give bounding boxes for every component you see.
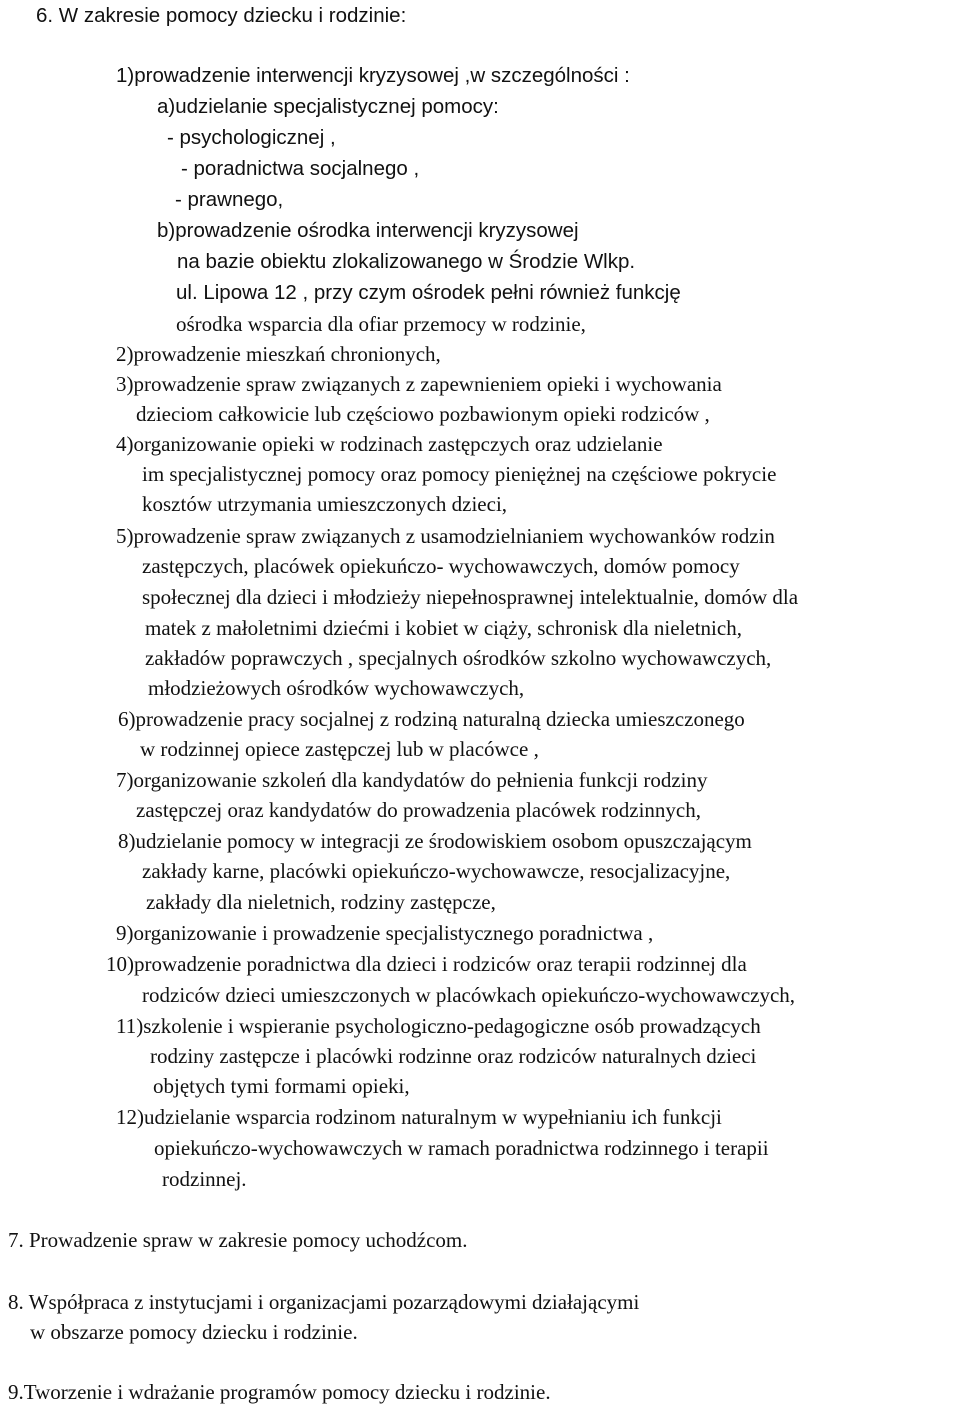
item-11-line: 11)szkolenie i wspieranie psychologiczno-pedagogiczne osób prowadzących: [116, 1014, 761, 1038]
item-8-line: zakłady dla nieletnich, rodziny zastępcze,: [146, 890, 496, 914]
item-3-line: dzieciom całkowicie lub częściowo pozbawionym opieki rodziców ,: [136, 402, 710, 426]
item-12-line: opiekuńczo-wychowawczych w ramach poradnictwa rodzinnego i terapii: [154, 1136, 769, 1160]
item-1b-line: ul. Lipowa 12 , przy czym ośrodek pełni również funkcję: [176, 281, 681, 304]
item-4-line: kosztów utrzymania umieszczonych dzieci,: [142, 492, 508, 516]
item-6-line: 6)prowadzenie pracy socjalnej z rodziną naturalną dziecka umieszczonego: [118, 707, 745, 731]
section-8-line: w obszarze pomocy dziecku i rodzinie.: [30, 1320, 358, 1344]
item-12-line: rodzinnej.: [162, 1167, 247, 1191]
item-6-line: w rodzinnej opiece zastępczej lub w placówce ,: [140, 737, 539, 761]
item-1b-line: b)prowadzenie ośrodka interwencji kryzysowej: [157, 219, 579, 242]
item-1a-sub-line: - poradnictwa socjalnego ,: [181, 157, 420, 180]
item-5-line: społecznej dla dzieci i młodzieży niepełnosprawnej intelektualnie, domów dla: [142, 585, 799, 609]
item-4-line: 4)organizowanie opieki w rodzinach zastępczych oraz udzielanie: [116, 432, 663, 456]
section-7-line: 7. Prowadzenie spraw w zakresie pomocy uchodźcom.: [8, 1228, 468, 1252]
item-1b-line: na bazie obiektu zlokalizowanego w Środzie Wlkp.: [177, 250, 636, 273]
item-5-line: matek z małoletnimi dziećmi i kobiet w ciąży, schronisk dla nieletnich,: [145, 616, 742, 640]
item-11-line: rodziny zastępcze i placówki rodzinne oraz rodziców naturalnych dzieci: [150, 1044, 757, 1068]
section-6-heading: 6. W zakresie pomocy dziecku i rodzinie:: [36, 4, 407, 27]
item-5-line: zakładów poprawczych , specjalnych ośrodków szkolno wychowawczych,: [145, 646, 772, 670]
item-3-line: 3)prowadzenie spraw związanych z zapewnieniem opieki i wychowania: [116, 372, 722, 396]
section-8-line: 8. Współpraca z instytucjami i organizacjami pozarządowymi działającymi: [8, 1290, 640, 1314]
item-1a-sub-line: - psychologicznej ,: [167, 126, 336, 149]
item-5-line: młodzieżowych ośrodków wychowawczych,: [148, 676, 525, 700]
item-8-line: 8)udzielanie pomocy w integracji ze środowiskiem osobom opuszczającym: [118, 829, 752, 853]
item-1a-sub-line: - prawnego,: [175, 188, 284, 211]
item-1-line: 1)prowadzenie interwencji kryzysowej ,w szczególności :: [116, 64, 630, 87]
item-1a-line: a)udzielanie specjalistycznej pomocy:: [157, 95, 499, 118]
item-1b-line: ośrodka wsparcia dla ofiar przemocy w rodzinie,: [176, 312, 586, 336]
item-8-line: zakłady karne, placówki opiekuńczo-wychowawcze, resocjalizacyjne,: [142, 859, 731, 883]
item-10-line: 10)prowadzenie poradnictwa dla dzieci i rodziców oraz terapii rodzinnej dla: [106, 952, 747, 976]
item-7-line: zastępczej oraz kandydatów do prowadzenia placówek rodzinnych,: [136, 798, 702, 822]
item-7-line: 7)organizowanie szkoleń dla kandydatów do pełnienia funkcji rodziny: [116, 768, 708, 792]
item-12-line: 12)udzielanie wsparcia rodzinom naturalnym w wypełnianiu ich funkcji: [116, 1105, 722, 1129]
item-2-line: 2)prowadzenie mieszkań chronionych,: [116, 342, 441, 366]
item-10-line: rodziców dzieci umieszczonych w placówkach opiekuńczo-wychowawczych,: [142, 983, 796, 1007]
item-5-line: 5)prowadzenie spraw związanych z usamodzielnianiem wychowanków rodzin: [116, 524, 775, 548]
item-11-line: objętych tymi formami opieki,: [153, 1074, 410, 1098]
section-9-line: 9.Tworzenie i wdrażanie programów pomocy dziecku i rodzinie.: [8, 1380, 551, 1404]
item-9-line: 9)organizowanie i prowadzenie specjalistycznego poradnictwa ,: [116, 921, 654, 945]
item-4-line: im specjalistycznej pomocy oraz pomocy pieniężnej na częściowe pokrycie: [142, 462, 777, 486]
item-5-line: zastępczych, placówek opiekuńczo- wychowawczych, domów pomocy: [142, 554, 740, 578]
